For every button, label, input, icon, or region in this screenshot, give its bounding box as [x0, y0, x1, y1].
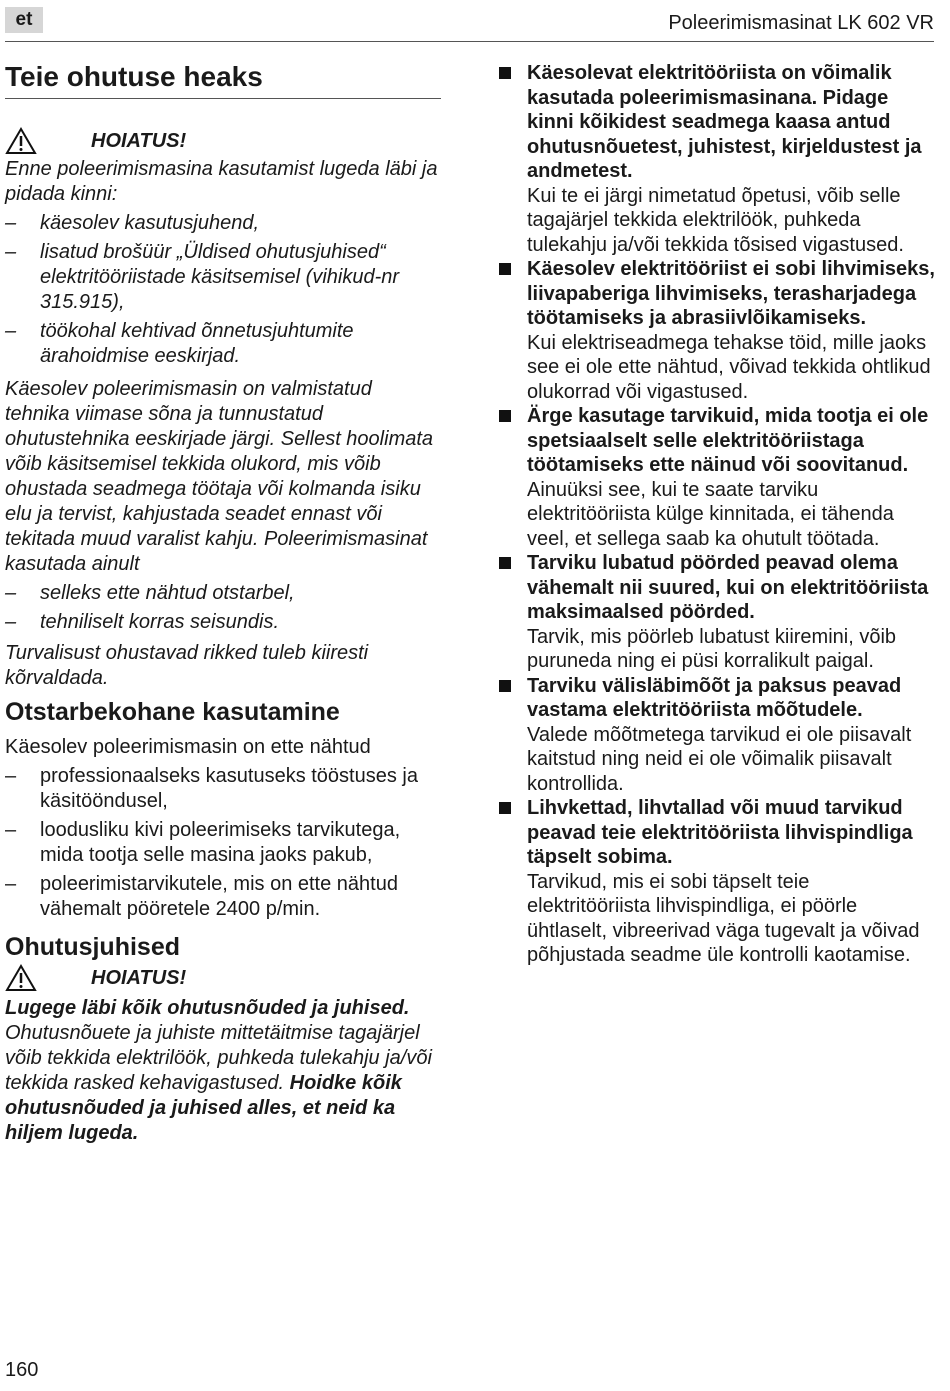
section-title: Teie ohutuse heaks	[5, 61, 263, 92]
subsection-title: Otstarbekohane kasutamine	[5, 698, 340, 726]
header-title: Poleerimismasinat LK 602 VR	[668, 12, 934, 34]
list-item: – lisatud brošüür „Üldised ohutusjuhised“ elektritööriistade käsitsemisel (vihikud-nr 315.915),	[5, 241, 400, 313]
list-item: – professionaalseks kasutuseks tööstuses ja käsitööndusel,	[5, 765, 418, 812]
intro-text: Enne poleerimismasina kasutamist lugeda läbi ja pidada kinni:	[5, 158, 438, 205]
safety-item: Ärge kasutage tarvikuid, mida tootja ei ole spetsiaalselt selle elektritööriistaga töötamiseks ette näinud või soovitanud. Ainuüksi see, kui te saate tarviku elektritööriista külge kinnitada, ei tähenda veel, et sellega saab ka ohutult töötada.	[497, 404, 937, 551]
safety-item: Lihvkettad, lihvtallad või muud tarvikud peavad teie elektritööriista lihvispindliga täpselt sobima. Tarvikud, mis ei sobi täpselt teie elektritööriista lihvispindliga, ei pöörle ühtlaselt, vibreerivad väga tugevalt ja võivad põhjustada seadme üle kontrolli kaotamise.	[497, 796, 937, 968]
read-list	[5, 211, 441, 369]
bullet-square-icon	[499, 802, 511, 814]
bullet-square-icon	[499, 557, 511, 569]
list-item: – tehniliselt korras seisundis.	[5, 611, 279, 633]
body-paragraph: Käesolev poleerimismasin on valmistatud tehnika viimase sõna ja tunnustatud ohutustehnika eeskirjade järgi. Sellest hoolimata võib käsitsemisel tekkida olukord, mis võib ohustada seadmega töötaja või kolmanda isiku elu ja tervist, kahjustada seadet ennast või tekitada muud varalist kahju. Poleerimismasinat kasutada ainult	[5, 378, 434, 575]
language-badge: et	[5, 7, 43, 33]
right-column	[497, 61, 937, 968]
warning-block	[5, 964, 441, 992]
list-item: – töökohal kehtivad õnnetusjuhtumite ärahoidmise eeskirjad.	[5, 320, 354, 367]
warning-label: HOIATUS!	[91, 966, 187, 989]
intended-use-list	[5, 764, 441, 922]
body-paragraph: Käesolev poleerimismasin on ette nähtud	[5, 736, 371, 758]
left-column	[5, 58, 441, 1146]
usage-list	[5, 581, 441, 635]
bullet-square-icon	[499, 680, 511, 692]
safety-item: Tarviku välisläbimõõt ja paksus peavad vastama elektritööriista mõõtudele. Valede mõõtmetega tarvikud ei ole piisavalt kaitstud ning neid ei ole võimalik piisavalt kontrollida.	[497, 674, 937, 797]
bullet-square-icon	[499, 410, 511, 422]
section-title-divider	[5, 98, 441, 99]
safety-item: Tarviku lubatud pöörded peavad olema vähemalt nii suured, kui on elektritööriista maksimaalsed pöörded. Tarvik, mis pöörleb lubatust kiiremini, võib puruneda ning ei püsi korralikult paigal.	[497, 551, 937, 674]
body-paragraph: Turvalisust ohustavad rikked tuleb kiiresti kõrvaldada.	[5, 642, 369, 689]
list-item: – poleerimistarvikutele, mis on ette nähtud vähemalt pööretele 2400 p/min.	[5, 873, 398, 920]
warning-block	[5, 127, 441, 155]
safety-paragraph: Lugege läbi kõik ohutusnõuded ja juhised. Ohutusnõuete ja juhiste mittetäitmise tagajärjel võib tekkida elektrilöök, puhkeda tulekahju ja/või tekkida rasked kehavigastused. Hoidke kõik ohutusnõuded ja juhised alles, et neid ka hiljem lugeda.	[5, 997, 432, 1144]
list-item: – loodusliku kivi poleerimiseks tarvikutega, mida tootja selle masina jaoks pakub,	[5, 819, 401, 866]
list-item: – käesolev kasutusjuhend,	[5, 212, 260, 234]
warning-label: HOIATUS!	[91, 129, 187, 152]
warning-triangle-icon	[5, 127, 37, 155]
page-number: 160	[5, 1359, 39, 1381]
bullet-square-icon	[499, 263, 511, 275]
safety-item: Käesolev elektritööriist ei sobi lihvimiseks, liivapaberiga lihvimiseks, terasharjadega töötamiseks ja abrasiivlõikamiseks. Kui elektriseadmega tehakse töid, mille jaoks see ei ole ette nähtud, võivad tekkida ohtlikud olukorrad või vigastused.	[497, 257, 937, 404]
list-item: – selleks ette nähtud otstarbel,	[5, 582, 295, 604]
safety-item: Käesolevat elektritööriista on võimalik kasutada poleerimismasinana. Pidage kinni kõikidest seadmega kaasa antud ohutusnõuetest, juhistest, kirjeldustest ja andmetest. Kui te ei järgi nimetatud õpetusi, võib selle tagajärjel tekkida elektrilöök, puhkeda tulekahju ja/või tekkida tõsised vigastused.	[497, 61, 937, 257]
warning-triangle-icon	[5, 964, 37, 992]
subsection-title: Ohutusjuhised	[5, 933, 180, 961]
bullet-square-icon	[499, 67, 511, 79]
header-divider	[5, 41, 934, 42]
